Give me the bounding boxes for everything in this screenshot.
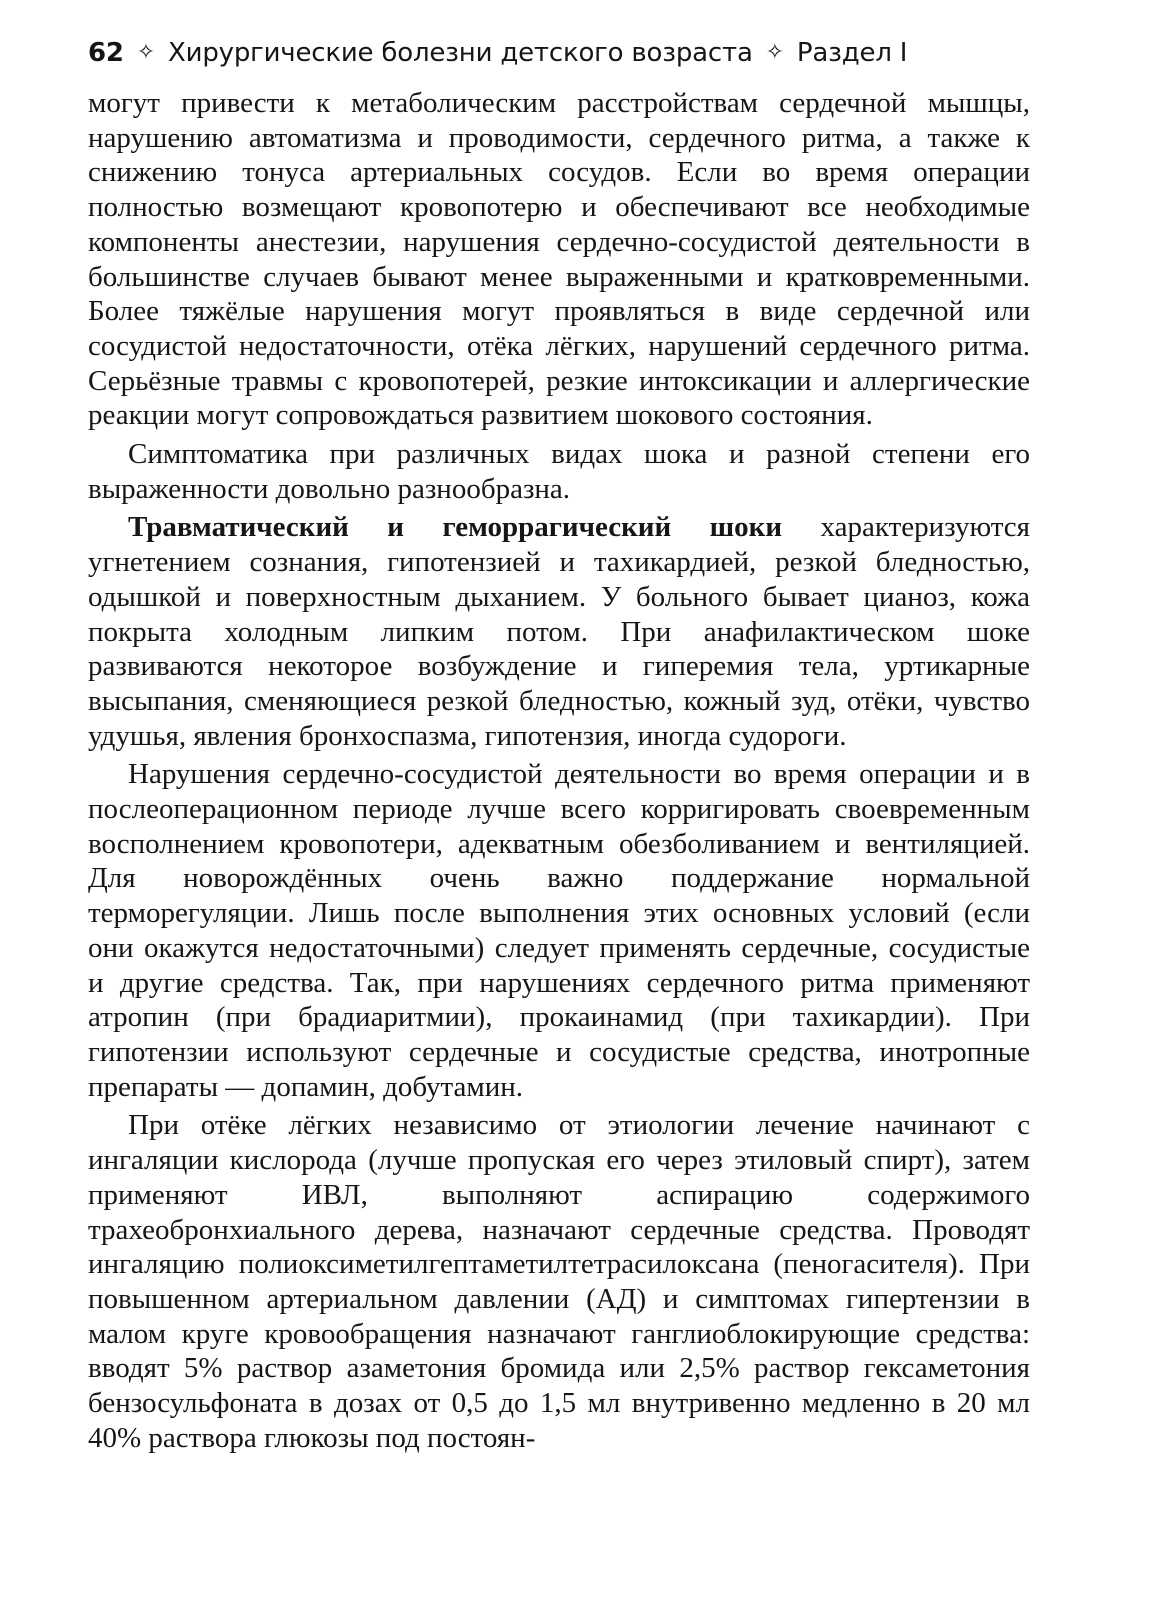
diamond-separator-icon: ✧: [765, 40, 784, 65]
paragraph: Нарушения сердечно-сосудистой деятельности во время операции и в послеоперационном периоде лучше всего корригировать своевременным восполнением кровопотери, адекватным обезболиванием и вентиляцией. Для новорождённых очень важно поддержание нормальной терморегуляции. Лишь после выполнения этих основных условий (если они окажутся недостаточными) следует применять сердечные, сосудистые и другие средства. Так, при нарушениях сердечного ритма применяют атропин (при брадиаритмии), прокаинамид (при тахикардии). При гипотензии используют сердечные и сосудистые средства, инотропные препараты — допамин, добутамин.: [88, 758, 1030, 1103]
diamond-separator-icon: ✧: [136, 40, 156, 65]
term-heading: Травматический и геморрагический шоки: [128, 511, 783, 544]
paragraph: При отёке лёгких независимо от этиологии лечение начинают с ингаляции кислорода (лучше пропуская его через этиловый спирт), затем применяют ИВЛ, выполняют аспирацию содержимого трахеобронхиального дерева, назначают сердечные средства. Проводят ингаляцию полиоксиметилгептаметилтетрасилоксана (пеногасителя). При повышенном артериальном давлении (АД) и симптомах гипертензии в малом круге кровообращения назначают ганглиоблокирующие средства: вводят 5% раствор азаметония бромида или 2,5% раствор гексаметония бензосульфоната в дозах от 0,5 до 1,5 мл внутривенно медленно в 20 мл 40% раствора глюкозы под постоян-: [88, 1109, 1030, 1454]
body-text: [88, 86, 1030, 1455]
book-page: [88, 30, 1030, 1455]
book-title: Хирургические болезни детского возраста: [168, 38, 753, 68]
page-number: 62: [88, 38, 124, 68]
section-label: Раздел I: [796, 38, 908, 68]
paragraph: [88, 510, 1030, 753]
running-header: [88, 30, 1030, 78]
paragraph: могут привести к метаболическим расстройствам сердечной мышцы, нарушению автоматизма и проводимости, сердечного ритма, а также к снижению тонуса артериальных сосудов. Если во время операции полностью возмещают кровопотерю и обеспечивают все необходимые компоненты анестезии, нарушения сердечно-сосудистой деятельности в большинстве случаев бывают менее выраженными и кратковременными. Более тяжёлые нарушения могут проявляться в виде сердечной или сосудистой недостаточности, отёка лёгких, нарушений сердечного ритма. Серьёзные травмы с кровопотерей, резкие интоксикации и аллергические реакции могут сопровождаться развитием шокового состояния.: [88, 87, 1030, 432]
paragraph: Симптоматика при различных видах шока и разной степени его выраженности довольно разнообразна.: [88, 438, 1030, 505]
paragraph-text: характеризуются угнетением сознания, гипотензией и тахикардией, резкой бледностью, одышкой и поверхностным дыханием. У больного бывает цианоз, кожа покрыта холодным липким потом. При анафилактическом шоке развиваются некоторое возбуждение и гиперемия тела, уртикарные высыпания, сменяющиеся резкой бледностью, кожный зуд, отёки, чувство удушья, явления бронхоспазма, гипотензия, иногда судороги.: [88, 511, 1031, 752]
